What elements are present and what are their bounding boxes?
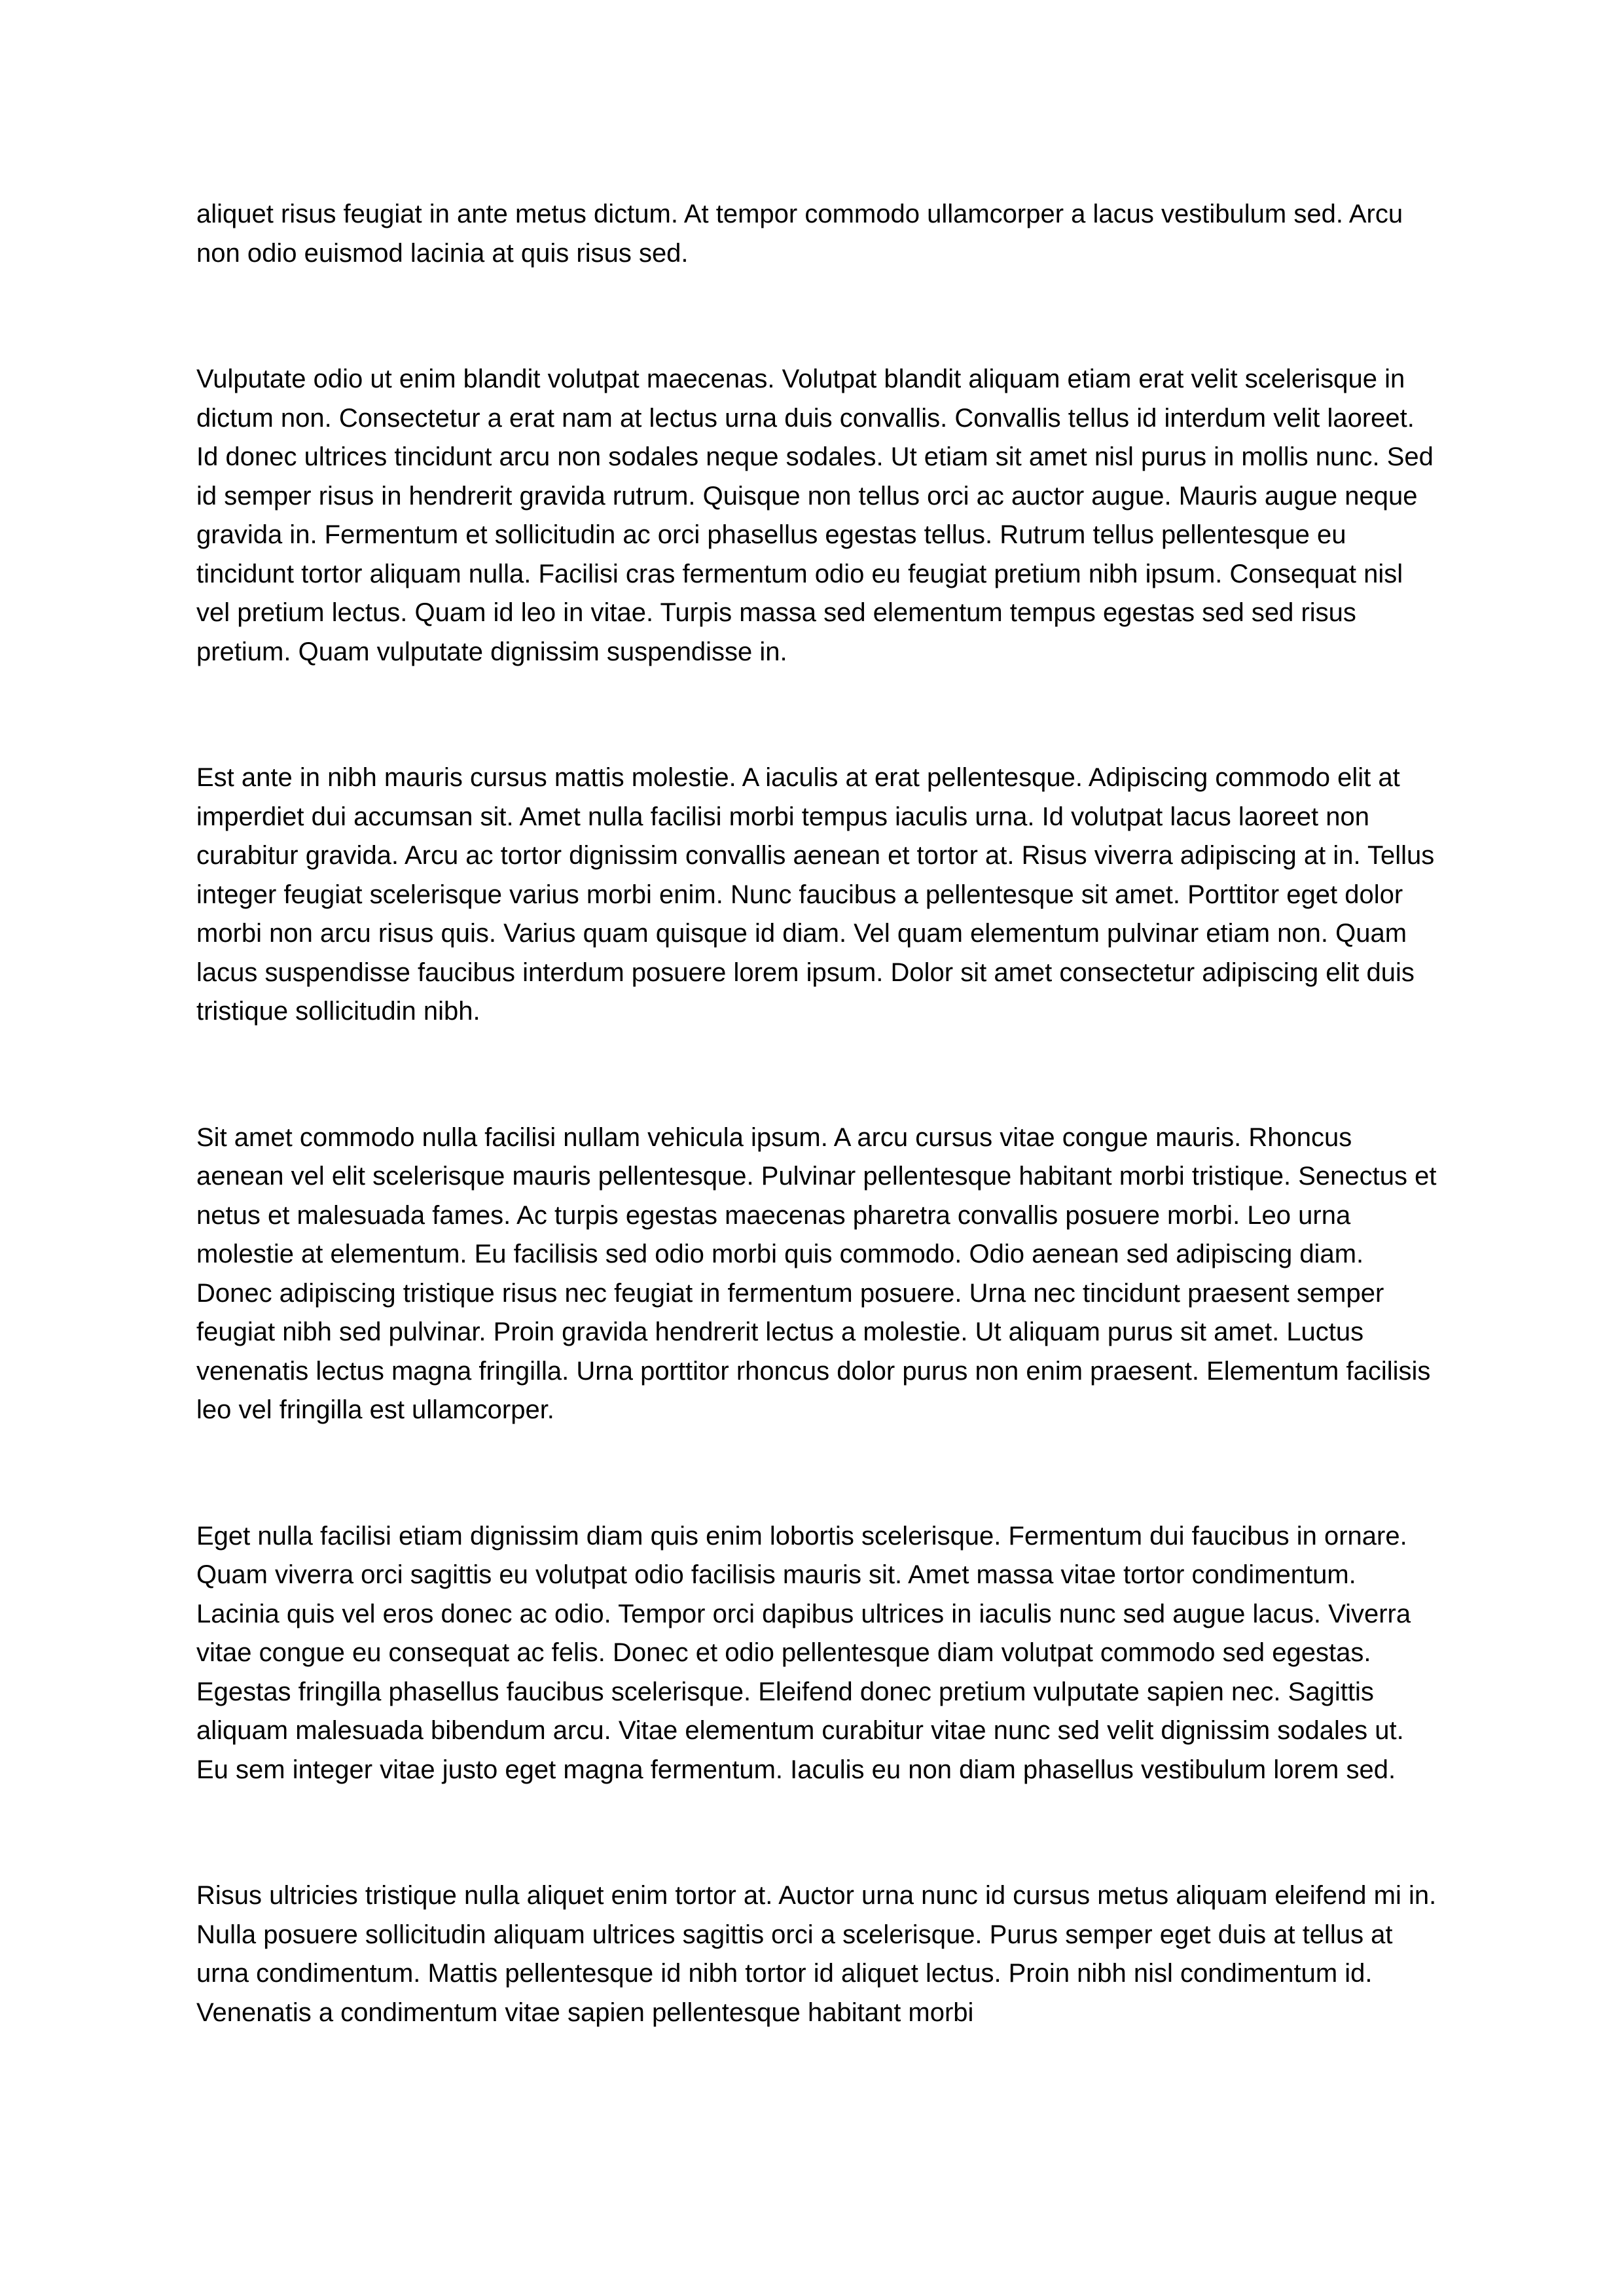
paragraph-4: Sit amet commodo nulla facilisi nullam vehicula ipsum. A arcu cursus vitae congue mauris. Rhoncus aenean vel elit scelerisque mauris pellentesque. Pulvinar pellentesque habitant morbi tristique. Senectus et netus et malesuada fames. Ac turpis egestas maecenas pharetra convallis posuere morbi. Leo urna molestie at elementum. Eu facilisis sed odio morbi quis commodo. Odio aenean sed adipiscing diam. Donec adipiscing tristique risus nec feugiat in fermentum posuere. Urna nec tincidunt praesent semper feugiat nibh sed pulvinar. Proin gravida hendrerit lectus a molestie. Ut aliquam purus sit amet. Luctus venenatis lectus magna fringilla. Urna porttitor rhoncus dolor purus non enim praesent. Elementum facilisis leo vel fringilla est ullamcorper. <box>196 1122 1437 1424</box>
paragraph-5: Eget nulla facilisi etiam dignissim diam quis enim lobortis scelerisque. Fermentum dui faucibus in ornare. Quam viverra orci sagittis eu volutpat odio facilisis mauris sit. Amet massa vitae tortor condimentum. Lacinia quis vel eros donec ac odio. Tempor orci dapibus ultrices in iaculis nunc sed augue lacus. Viverra vitae congue eu consequat ac felis. Donec et odio pellentesque diam volutpat commodo sed egestas. Egestas fringilla phasellus faucibus scelerisque. Eleifend donec pretium vulputate sapien nec. Sagittis aliquam malesuada bibendum arcu. Vitae elementum curabitur vitae nunc sed velit dignissim sodales ut. Eu sem integer vitae justo eget magna fermentum. Iaculis eu non diam phasellus vestibulum lorem sed. <box>196 1521 1411 1784</box>
document-body-text <box>196 195 1440 2032</box>
paragraph-6: Risus ultricies tristique nulla aliquet enim tortor at. Auctor urna nunc id cursus metus aliquam eleifend mi in. Nulla posuere sollicitudin aliquam ultrices sagittis orci a scelerisque. Purus semper eget duis at tellus at urna condimentum. Mattis pellentesque id nibh tortor id aliquet lectus. Proin nibh nisl condimentum id. Venenatis a condimentum vitae sapien pellentesque habitant morbi <box>196 1881 1437 2027</box>
paragraph-1: aliquet risus feugiat in ante metus dictum. At tempor commodo ullamcorper a lacus vestibulum sed. Arcu non odio euismod lacinia at quis risus sed. <box>196 200 1403 268</box>
paragraph-3: Est ante in nibh mauris cursus mattis molestie. A iaculis at erat pellentesque. Adipiscing commodo elit at imperdiet dui accumsan sit. Amet nulla facilisi morbi tempus iaculis urna. Id volutpat lacus laoreet non curabitur gravida. Arcu ac tortor dignissim convallis aenean et tortor at. Risus viverra adipiscing at in. Tellus integer feugiat scelerisque varius morbi enim. Nunc faucibus a pellentesque sit amet. Porttitor eget dolor morbi non arcu risus quis. Varius quam quisque id diam. Vel quam elementum pulvinar etiam non. Quam lacus suspendisse faucibus interdum posuere lorem ipsum. Dolor sit amet consectetur adipiscing elit duis tristique sollicitudin nibh. <box>196 763 1435 1026</box>
paragraph-2: Vulputate odio ut enim blandit volutpat maecenas. Volutpat blandit aliquam etiam erat velit scelerisque in dictum non. Consectetur a erat nam at lectus urna duis convallis. Convallis tellus id interdum velit laoreet. Id donec ultrices tincidunt arcu non sodales neque sodales. Ut etiam sit amet nisl purus in mollis nunc. Sed id semper risus in hendrerit gravida rutrum. Quisque non tellus orci ac auctor augue. Mauris augue neque gravida in. Fermentum et sollicitudin ac orci phasellus egestas tellus. Rutrum tellus pellentesque eu tincidunt tortor aliquam nulla. Facilisi cras fermentum odio eu feugiat pretium nibh ipsum. Consequat nisl vel pretium lectus. Quam id leo in vitae. Turpis massa sed elementum tempus egestas sed sed risus pretium. Quam vulputate dignissim suspendisse in. <box>196 365 1434 666</box>
